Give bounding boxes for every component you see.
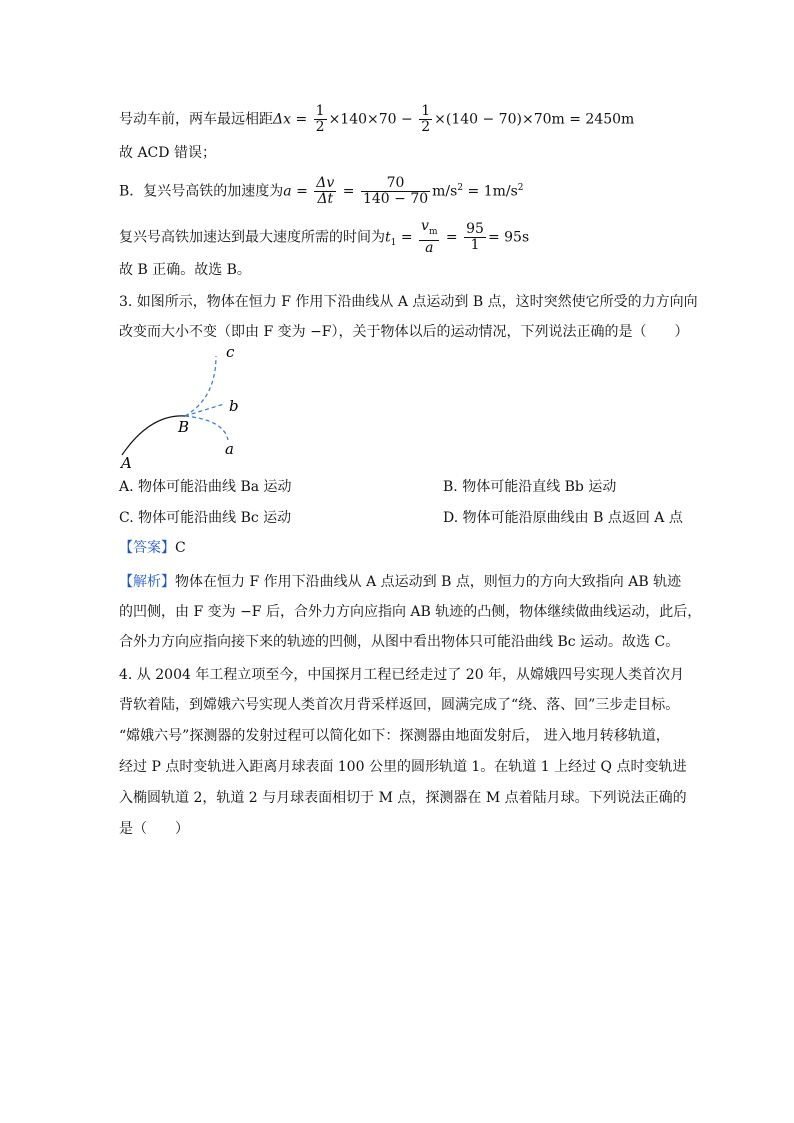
fraction-dv-dt: $\frac{\Delta v}{\Delta t}$	[316, 175, 335, 207]
q4-stem-line-4: 经过 P 点时变轨进入距离月球表面 100 公里的圆形轨道 1。在轨道 1 上经过 Q 点时变轨进	[119, 759, 687, 775]
q4-stem-line-3: “嫦娥六号”探测器的发射过程可以简化如下：探测器由地面发射后， 进入地月转移轨道，	[119, 728, 670, 744]
solution-line-distance: 号动车前，两车最远相距Δx = $\frac{1}{2}$ ×140×70 − $\frac{1}{2}$ ×(140 − 70)×70m = 2450m	[119, 103, 635, 135]
solution-line-b-correct: 故 B 正确。故选 B。	[119, 262, 251, 278]
q3-stem-line-1: 3. 如图所示，物体在恒力 F 作用下沿曲线从 A 点运动到 B 点，这时突然使它所受的力方向向	[119, 294, 698, 310]
q3-analysis-line-3: 合外力方向应指向接下来的轨迹的凹侧，从图中看出物体只可能沿曲线 Bc 运动。故选 C。	[119, 634, 680, 650]
dashed-line-bb	[185, 404, 224, 416]
q4-stem-line-2: 背软着陆，到嫦娥六号实现人类首次月背采样返回，圆满完成了“绕、落、回”三步走目标。	[119, 697, 680, 713]
q4-stem-line-6: 是（ ）	[119, 821, 189, 837]
solution-line-time: 复兴号高铁加速达到最大速度所需的时间为$t_1$ = $\frac{v_m}{a}$ = $\frac{95}{1}$ = 95s	[119, 218, 530, 256]
solution-line-acd-wrong: 故 ACD 错误；	[119, 145, 216, 161]
fraction-half-2: $\frac{1}{2}$	[421, 103, 431, 135]
q3-analysis-line-1: 【解析】物体在恒力 F 作用下沿曲线从 A 点运动到 B 点，则恒力的方向大致指向 AB 轨迹	[119, 574, 682, 590]
q4-stem-line-1: 4. 从 2004 年工程立项至今，中国探月工程已经走过了 20 年，从嫦娥四号实现人类首次月	[119, 667, 685, 683]
label-b-upper: B	[178, 418, 190, 436]
q3-answer: 【答案】C	[119, 540, 186, 556]
q3-option-c[interactable]: C. 物体可能沿曲线 Bc 运动	[119, 510, 292, 526]
dashed-curve-bc	[185, 356, 216, 416]
label-a-lower: a	[225, 440, 234, 458]
label-c: c	[226, 343, 235, 361]
q3-stem-line-2: 改变而大小不变（即由 F 变为 −F），关于物体以后的运动情况，下列说法正确的是（ ）	[119, 324, 689, 340]
fraction-95: $\frac{95}{1}$	[466, 220, 484, 253]
q3-option-d[interactable]: D. 物体可能沿原曲线由 B 点返回 A 点	[443, 510, 683, 526]
label-b-lower: b	[229, 397, 239, 415]
trajectory-curve-ab	[122, 416, 185, 455]
q3-analysis-line-2: 的凹侧，由 F 变为 −F 后，合外力方向应指向 AB 轨迹的凸侧，物体继续做曲线运动，此后，	[119, 604, 702, 620]
dashed-curve-ba	[185, 416, 228, 440]
q3-option-b[interactable]: B. 物体可能沿直线 Bb 运动	[443, 479, 617, 495]
fraction-vm-a: $\frac{v_m}{a}$	[421, 218, 438, 256]
solution-line-acceleration: B．复兴号高铁的加速度为a = $\frac{\Delta v}{\Delta t}$ = $\frac{70}{140 - 70}$ $m/s^2 = 1m/s^2$	[119, 175, 524, 207]
label-a-upper: A	[121, 454, 132, 472]
fraction-70: $\frac{70}{140 - 70}$	[362, 175, 429, 207]
fraction-half-1: $\frac{1}{2}$	[315, 103, 325, 135]
q3-option-a[interactable]: A. 物体可能沿曲线 Ba 运动	[119, 479, 292, 495]
q3-trajectory-diagram	[112, 342, 272, 472]
q4-stem-line-5: 入椭圆轨道 2，轨道 2 与月球表面相切于 M 点，探测器在 M 点着陆月球。下列说法正确的	[119, 790, 687, 806]
